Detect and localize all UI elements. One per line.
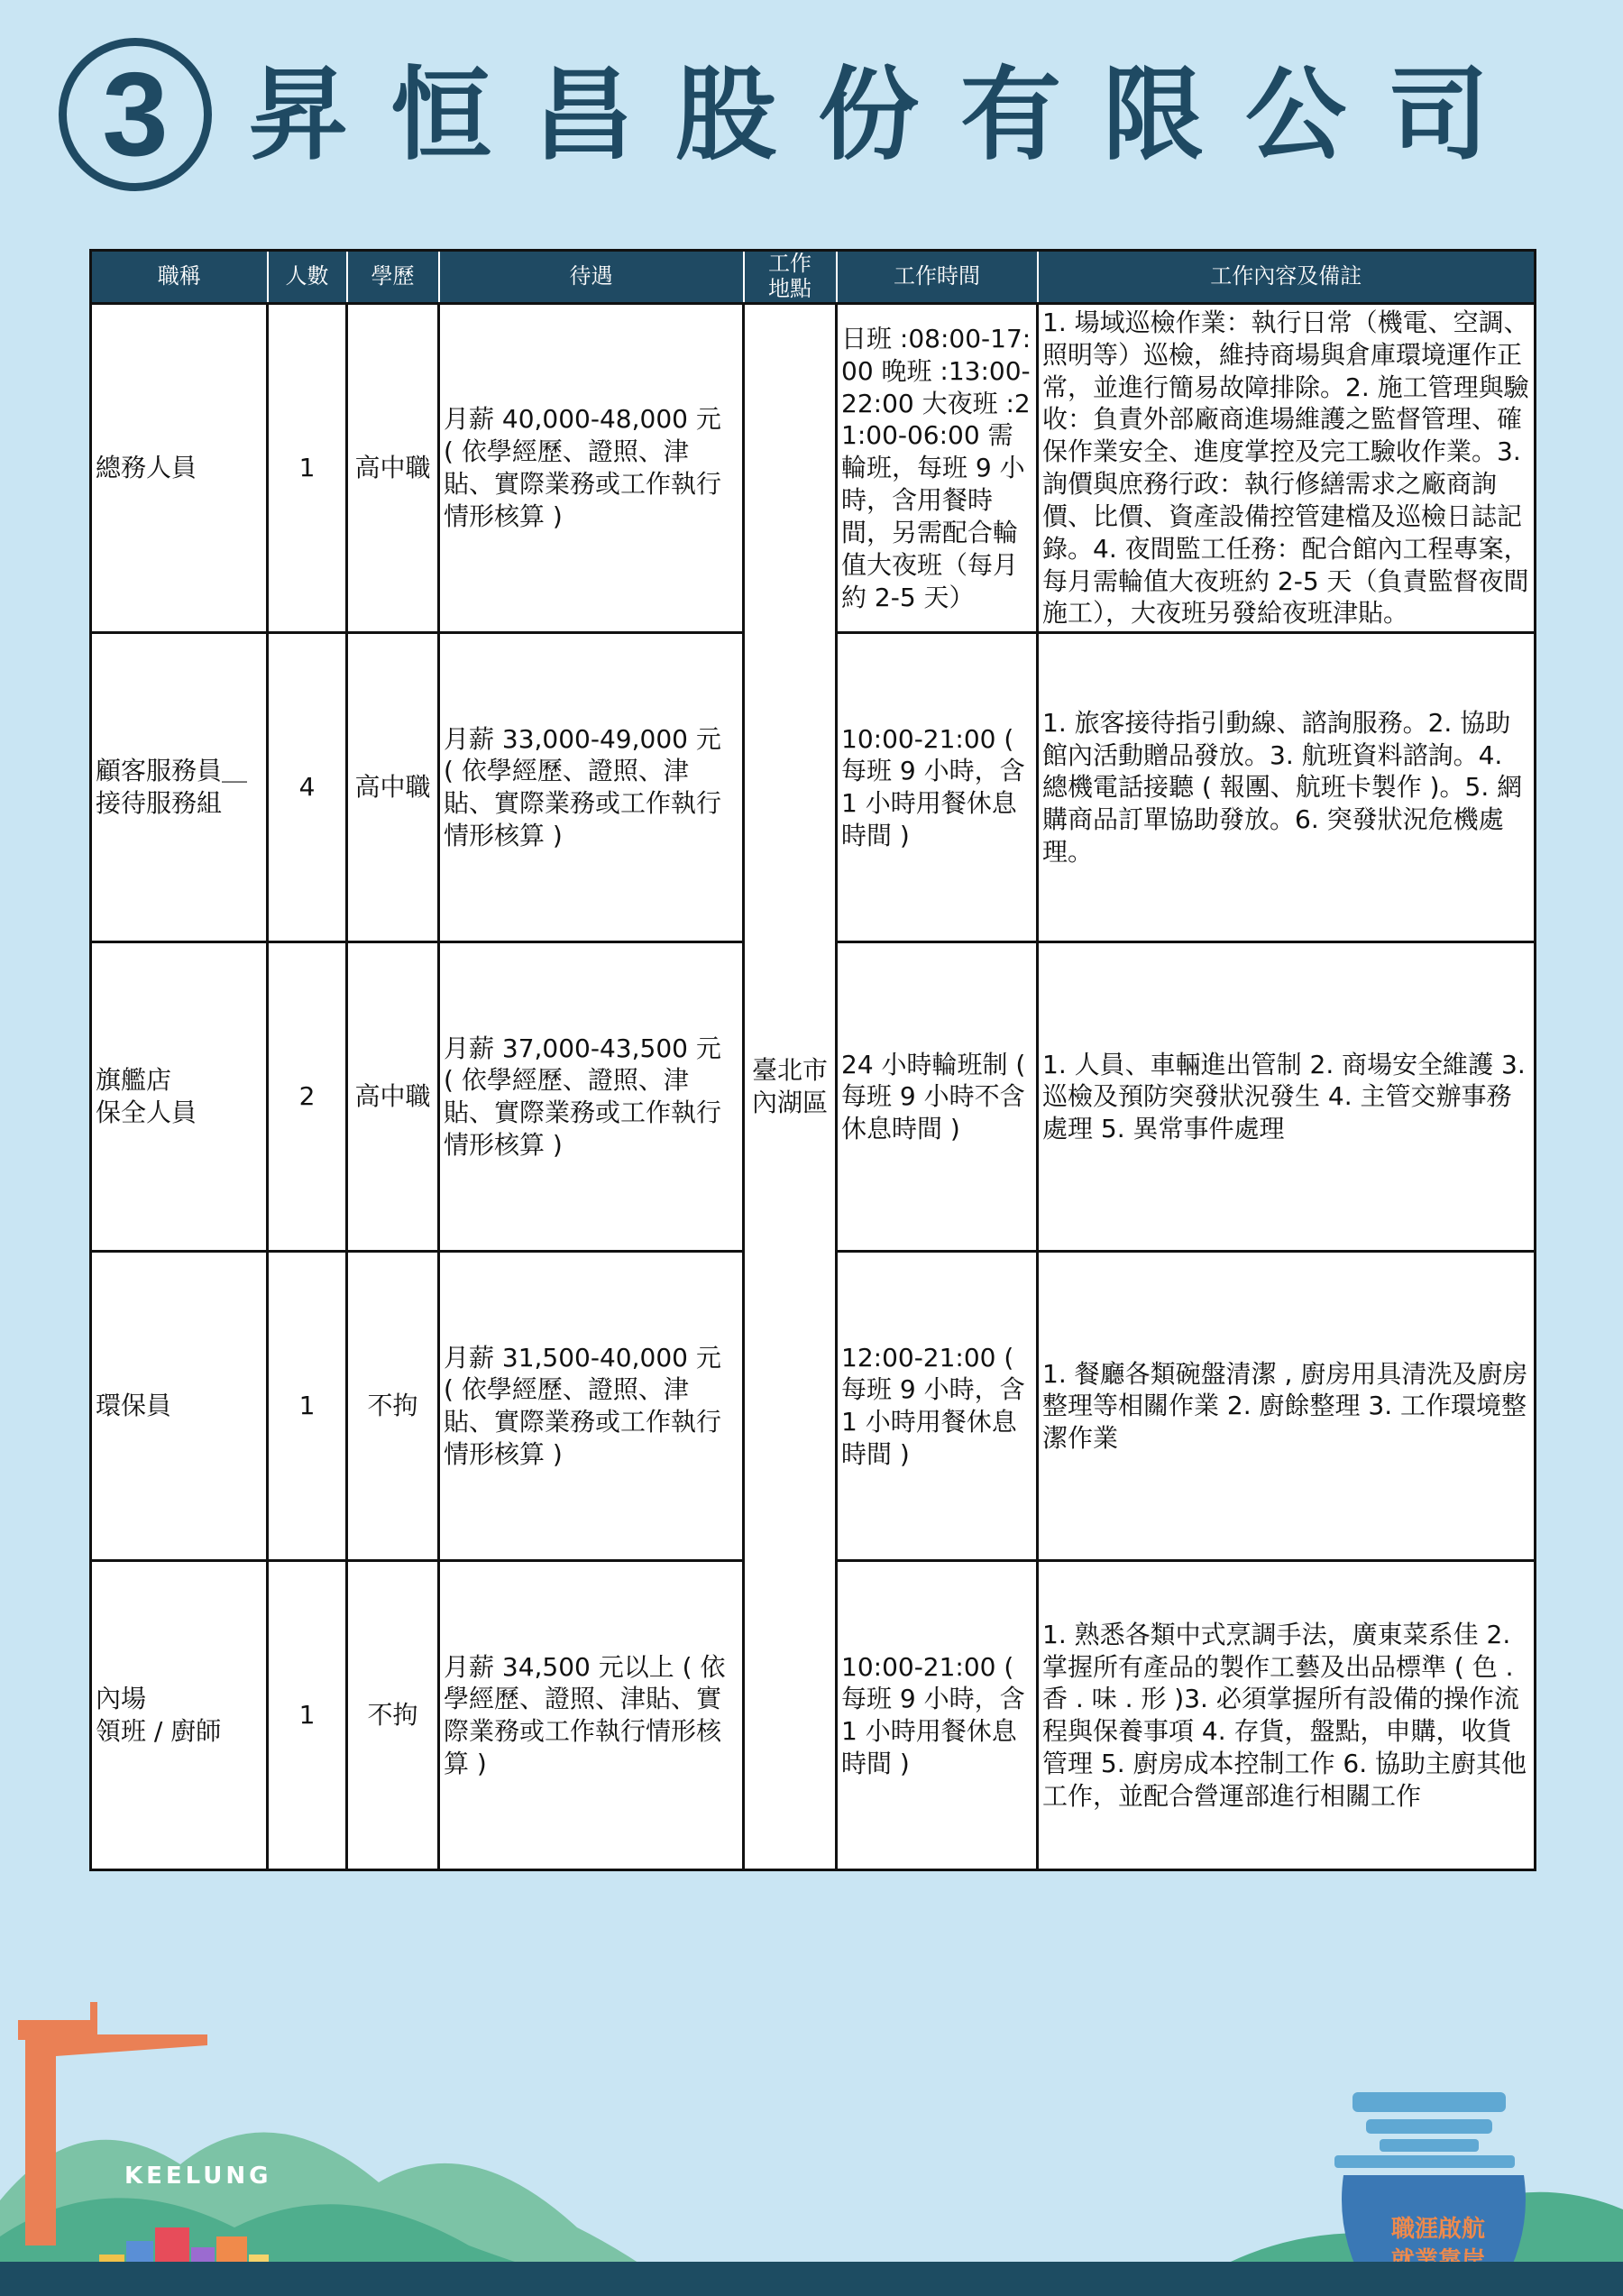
job-hours: 日班 :08:00-17:00 晚班 :13:00-22:00 大夜班 :21:00-06:00 需輪班，每班 9 小時，含用餐時間，另需配合輪值大夜班（每月約 2-5 天） — [837, 304, 1038, 633]
job-hours: 10:00-21:00 ( 每班 9 小時，含 1 小時用餐休息時間 ) — [837, 633, 1038, 942]
table-header-row — [91, 251, 1536, 304]
job-education: 不拘 — [347, 1252, 439, 1561]
job-education: 高中職 — [347, 304, 439, 633]
job-title: 顧客服務員＿接待服務組 — [91, 633, 268, 942]
job-salary: 月薪 31,500-40,000 元 ( 依學經歷、證照、津貼、實際業務或工作執行情形核算 ) — [439, 1252, 744, 1561]
job-notes: 1. 場域巡檢作業：執行日常（機電、空調、照明等）巡檢，維持商場與倉庫環境運作正常，並進行簡易故障排除。2. 施工管理與驗收：負責外部廠商進場維護之監督管理、確保作業安全、進度掌控及完工驗收作業。3. 詢價與庶務行政：執行修繕需求之廠商詢價、比價、資產設備控管建檔及巡檢日誌記錄。4. 夜間監工任務：配合館內工程專案，每月需輪值大夜班約 2-5 天（負責監督夜間施工），大夜班另發給夜班津貼。 — [1038, 304, 1536, 633]
page-header — [59, 38, 1573, 218]
job-count: 1 — [268, 1561, 347, 1870]
job-count: 4 — [268, 633, 347, 942]
job-education: 高中職 — [347, 633, 439, 942]
job-count: 1 — [268, 304, 347, 633]
job-salary: 月薪 34,500 元以上 ( 依學經歷、證照、津貼、實際業務或工作執行情形核算 ) — [439, 1561, 744, 1870]
job-count: 2 — [268, 942, 347, 1252]
job-hours: 12:00-21:00 ( 每班 9 小時，含 1 小時用餐休息時間 ) — [837, 1252, 1038, 1561]
bottom-bar — [0, 2262, 1623, 2296]
header-count: 人數 — [268, 251, 347, 304]
header-location: 工作 地點 — [744, 251, 837, 304]
job-title: 總務人員 — [91, 304, 268, 633]
job-hours: 24 小時輪班制 ( 每班 9 小時不含休息時間 ) — [837, 942, 1038, 1252]
header-education: 學歷 — [347, 251, 439, 304]
job-salary: 月薪 37,000-43,500 元 ( 依學經歷、證照、津貼、實際業務或工作執行情形核算 ) — [439, 942, 744, 1252]
job-salary: 月薪 40,000-48,000 元 ( 依學經歷、證照、津貼、實際業務或工作執行情形核算 ) — [439, 304, 744, 633]
job-notes: 1. 餐廳各類碗盤清潔 , 廚房用具清洗及廚房整理等相關作業 2. 廚餘整理 3. 工作環境整潔作業 — [1038, 1252, 1536, 1561]
section-number-badge: 3 — [59, 38, 212, 191]
job-notes: 1. 熟悉各類中式烹調手法，廣東菜系佳 2. 掌握所有產品的製作工藝及出品標準 ( 色 . 香 . 味 . 形 )3. 必須掌握所有設備的操作流程與保養事項 4. 存貨，盤點，申購，收貨管理 5. 廚房成本控制工作 6. 協助主廚其他工作，並配合營運部進行相關工作 — [1038, 1561, 1536, 1870]
header-title: 職稱 — [91, 251, 268, 304]
job-education: 高中職 — [347, 942, 439, 1252]
job-notes: 1. 旅客接待指引動線、諮詢服務。2. 協助館內活動贈品發放。3. 航班資料諮詢。4. 總機電話接聽 ( 報團、航班卡製作 )。5. 網購商品訂單協助發放。6. 突發狀況危機處理。 — [1038, 633, 1536, 942]
job-location: 臺北市 內湖區 — [744, 304, 837, 1870]
job-salary: 月薪 33,000-49,000 元 ( 依學經歷、證照、津貼、實際業務或工作執行情形核算 ) — [439, 633, 744, 942]
header-notes: 工作內容及備註 — [1038, 251, 1536, 304]
company-name: 昇恒昌股份有限公司 — [248, 57, 1530, 174]
table-row — [91, 304, 1536, 633]
job-title: 環保員 — [91, 1252, 268, 1561]
job-education: 不拘 — [347, 1561, 439, 1870]
job-count: 1 — [268, 1252, 347, 1561]
tower-icon — [1334, 2092, 1515, 2168]
job-hours: 10:00-21:00 ( 每班 9 小時，含 1 小時用餐休息時間 ) — [837, 1561, 1038, 1870]
career-badge-text: 職涯啟航 — [1390, 2216, 1485, 2243]
job-listing-table — [89, 249, 1536, 1871]
job-notes: 1. 人員、車輛進出管制 2. 商場安全維護 3. 巡檢及預防突發狀況發生 4. 主管交辦事務處理 5. 異常事件處理 — [1038, 942, 1536, 1252]
header-salary: 待遇 — [439, 251, 744, 304]
header-hours: 工作時間 — [837, 251, 1038, 304]
job-title: 旗艦店 保全人員 — [91, 942, 268, 1252]
job-title: 內場 領班 / 廚師 — [91, 1561, 268, 1870]
keelung-logo-text: KEELUNG — [124, 2163, 272, 2190]
